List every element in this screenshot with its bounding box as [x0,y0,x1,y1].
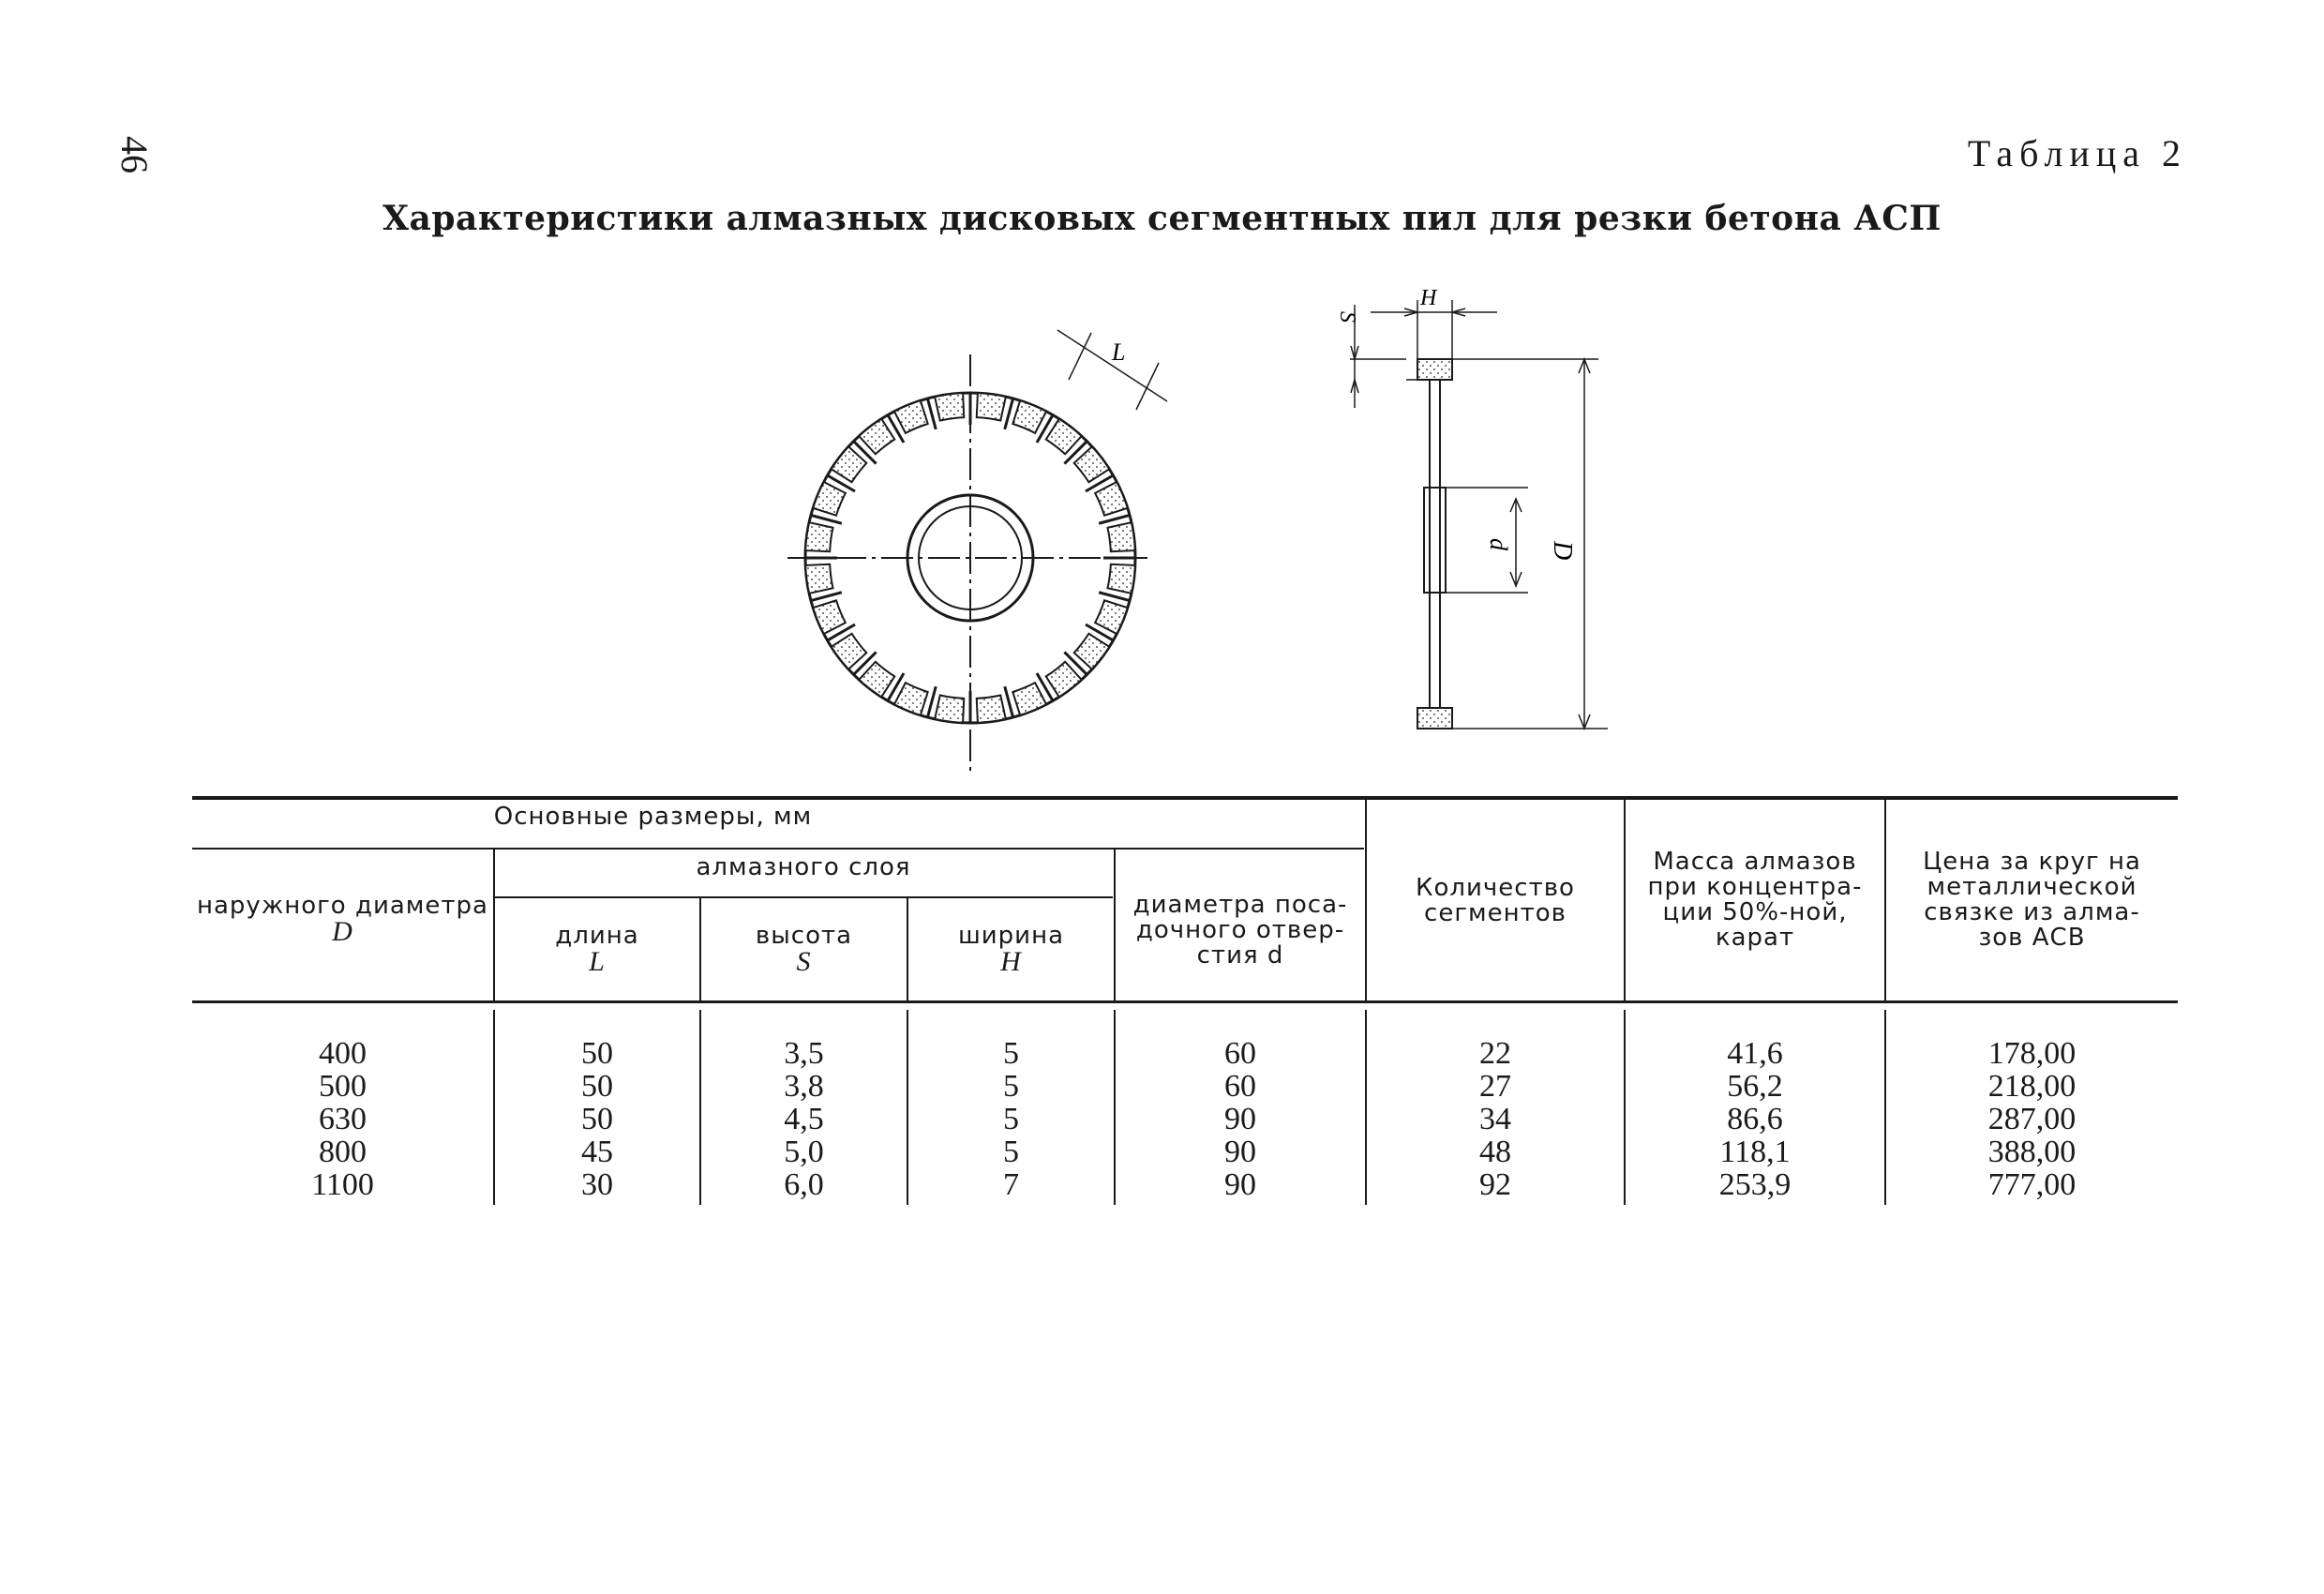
table-cell-d: 60 [1224,1036,1256,1071]
diamond-segment [813,600,846,634]
page-number: 46 [113,136,156,173]
table-cell-h: 5 [1003,1135,1019,1169]
segment-slot [927,686,936,717]
table-top-rule [192,796,2178,800]
header-bore-diameter: диаметра поса- дочного отвер- стия d [1132,891,1348,970]
saw-front-view [787,330,1167,776]
label-h: H [1420,286,1437,310]
diamond-segment [1074,446,1110,482]
table-cell-d: 90 [1224,1167,1256,1202]
table-cell-segments: 92 [1479,1167,1511,1202]
diamond-segment [859,662,894,698]
diamond-segment [1046,662,1082,698]
segment-slot [811,515,842,523]
table-cell-d: 1100 [311,1167,374,1202]
diamond-segment [1095,482,1128,516]
header-height: высота S [755,922,853,977]
diamond-segment [813,482,846,516]
table-cell-l: 50 [581,1036,613,1071]
table-cell-s: 3,5 [784,1036,824,1071]
diamond-segment [1107,522,1134,551]
table-cell-d: 90 [1224,1135,1256,1169]
diamond-segment [977,695,1006,722]
table-cell-price: 777,00 [1987,1167,2077,1202]
table-cell-price: 218,00 [1987,1069,2077,1104]
diamond-segment [935,393,964,420]
table-cell-d: 800 [319,1135,367,1169]
diamond-segment [1046,419,1082,455]
segment-slot [1005,686,1013,717]
table-cell-l: 50 [581,1069,613,1104]
diamond-segment [805,564,832,594]
diamond-segment [805,522,832,551]
table-cell-mass: 41,6 [1727,1036,1783,1071]
table-cell-s: 6,0 [784,1167,824,1202]
segment-slot [1005,398,1013,429]
diamond-segment [894,683,928,715]
table-cell-segments: 48 [1479,1135,1511,1169]
diamond-segment [894,400,928,433]
group-header-rule [192,848,1364,850]
table-cell-h: 5 [1003,1036,1019,1071]
document-title: Характеристики алмазных дисковых сегментных пил для резки бетона АСП [382,199,1942,238]
diamond-segment [1107,564,1134,594]
diamond-segment [1012,683,1046,715]
table-cell-price: 388,00 [1987,1135,2077,1169]
table-cell-mass: 56,2 [1727,1069,1783,1104]
diamond-segment [832,634,867,669]
table-cell-s: 3,8 [784,1069,824,1104]
header-width: ширина H [957,922,1065,977]
table-cell-l: 50 [581,1102,613,1136]
label-s: S [1335,311,1359,323]
table-cell-d: 400 [319,1036,367,1071]
table-cell-l: 30 [581,1167,613,1202]
header-bottom-rule [192,1000,2178,1003]
table-cell-mass: 118,1 [1719,1135,1791,1169]
diamond-segment [832,446,867,482]
label-d: d [1485,538,1512,550]
segment-slot [927,398,936,429]
table-cell-price: 178,00 [1987,1036,2077,1071]
table-cell-d: 630 [319,1102,367,1136]
diamond-segment [859,419,894,455]
segment-slot [811,593,842,601]
subgroup-header-rule [494,896,1113,898]
diamond-segment [935,695,964,722]
saw-side-view [1335,286,1608,729]
segment-slot [1099,593,1130,601]
label-big-d: D [1548,541,1577,561]
header-outer-diameter: наружного диаметра D [197,892,488,947]
diamond-segment [1074,634,1110,669]
saw-drawing [0,281,2324,806]
diamond-segment [977,393,1006,420]
segment-slot [1099,515,1130,523]
table-label: Таблица 2 [1967,132,2187,174]
header-diamond-mass: Масса алмазов при концентра- ции 50%-ной, карат [1647,848,1863,952]
table-cell-segments: 27 [1479,1069,1511,1104]
table-cell-segments: 34 [1479,1102,1511,1136]
table-cell-h: 7 [1003,1167,1019,1202]
header-main-dimensions: Основные размеры, мм [493,803,813,831]
table-cell-d: 500 [319,1069,367,1104]
table-cell-h: 5 [1003,1069,1019,1104]
table-cell-price: 287,00 [1987,1102,2077,1136]
table-cell-h: 5 [1003,1102,1019,1136]
table-cell-s: 5,0 [784,1135,824,1169]
header-segment-count: Количество сегментов [1416,874,1575,927]
header-price: Цена за круг на металлической связке из алма- зов АСВ [1923,848,2141,952]
diamond-segment [1095,600,1128,634]
table-cell-mass: 86,6 [1727,1102,1783,1136]
table-cell-d: 60 [1224,1069,1256,1104]
table-cell-mass: 253,9 [1718,1167,1792,1202]
table-cell-s: 4,5 [784,1102,824,1136]
table-cell-segments: 22 [1479,1036,1511,1071]
diamond-segment [1012,400,1046,433]
table-cell-l: 45 [581,1135,613,1169]
label-l: L [1112,338,1126,366]
header-diamond-layer: алмазного слоя [696,853,911,881]
table-cell-d: 90 [1224,1102,1256,1136]
header-length: длина L [555,922,639,977]
